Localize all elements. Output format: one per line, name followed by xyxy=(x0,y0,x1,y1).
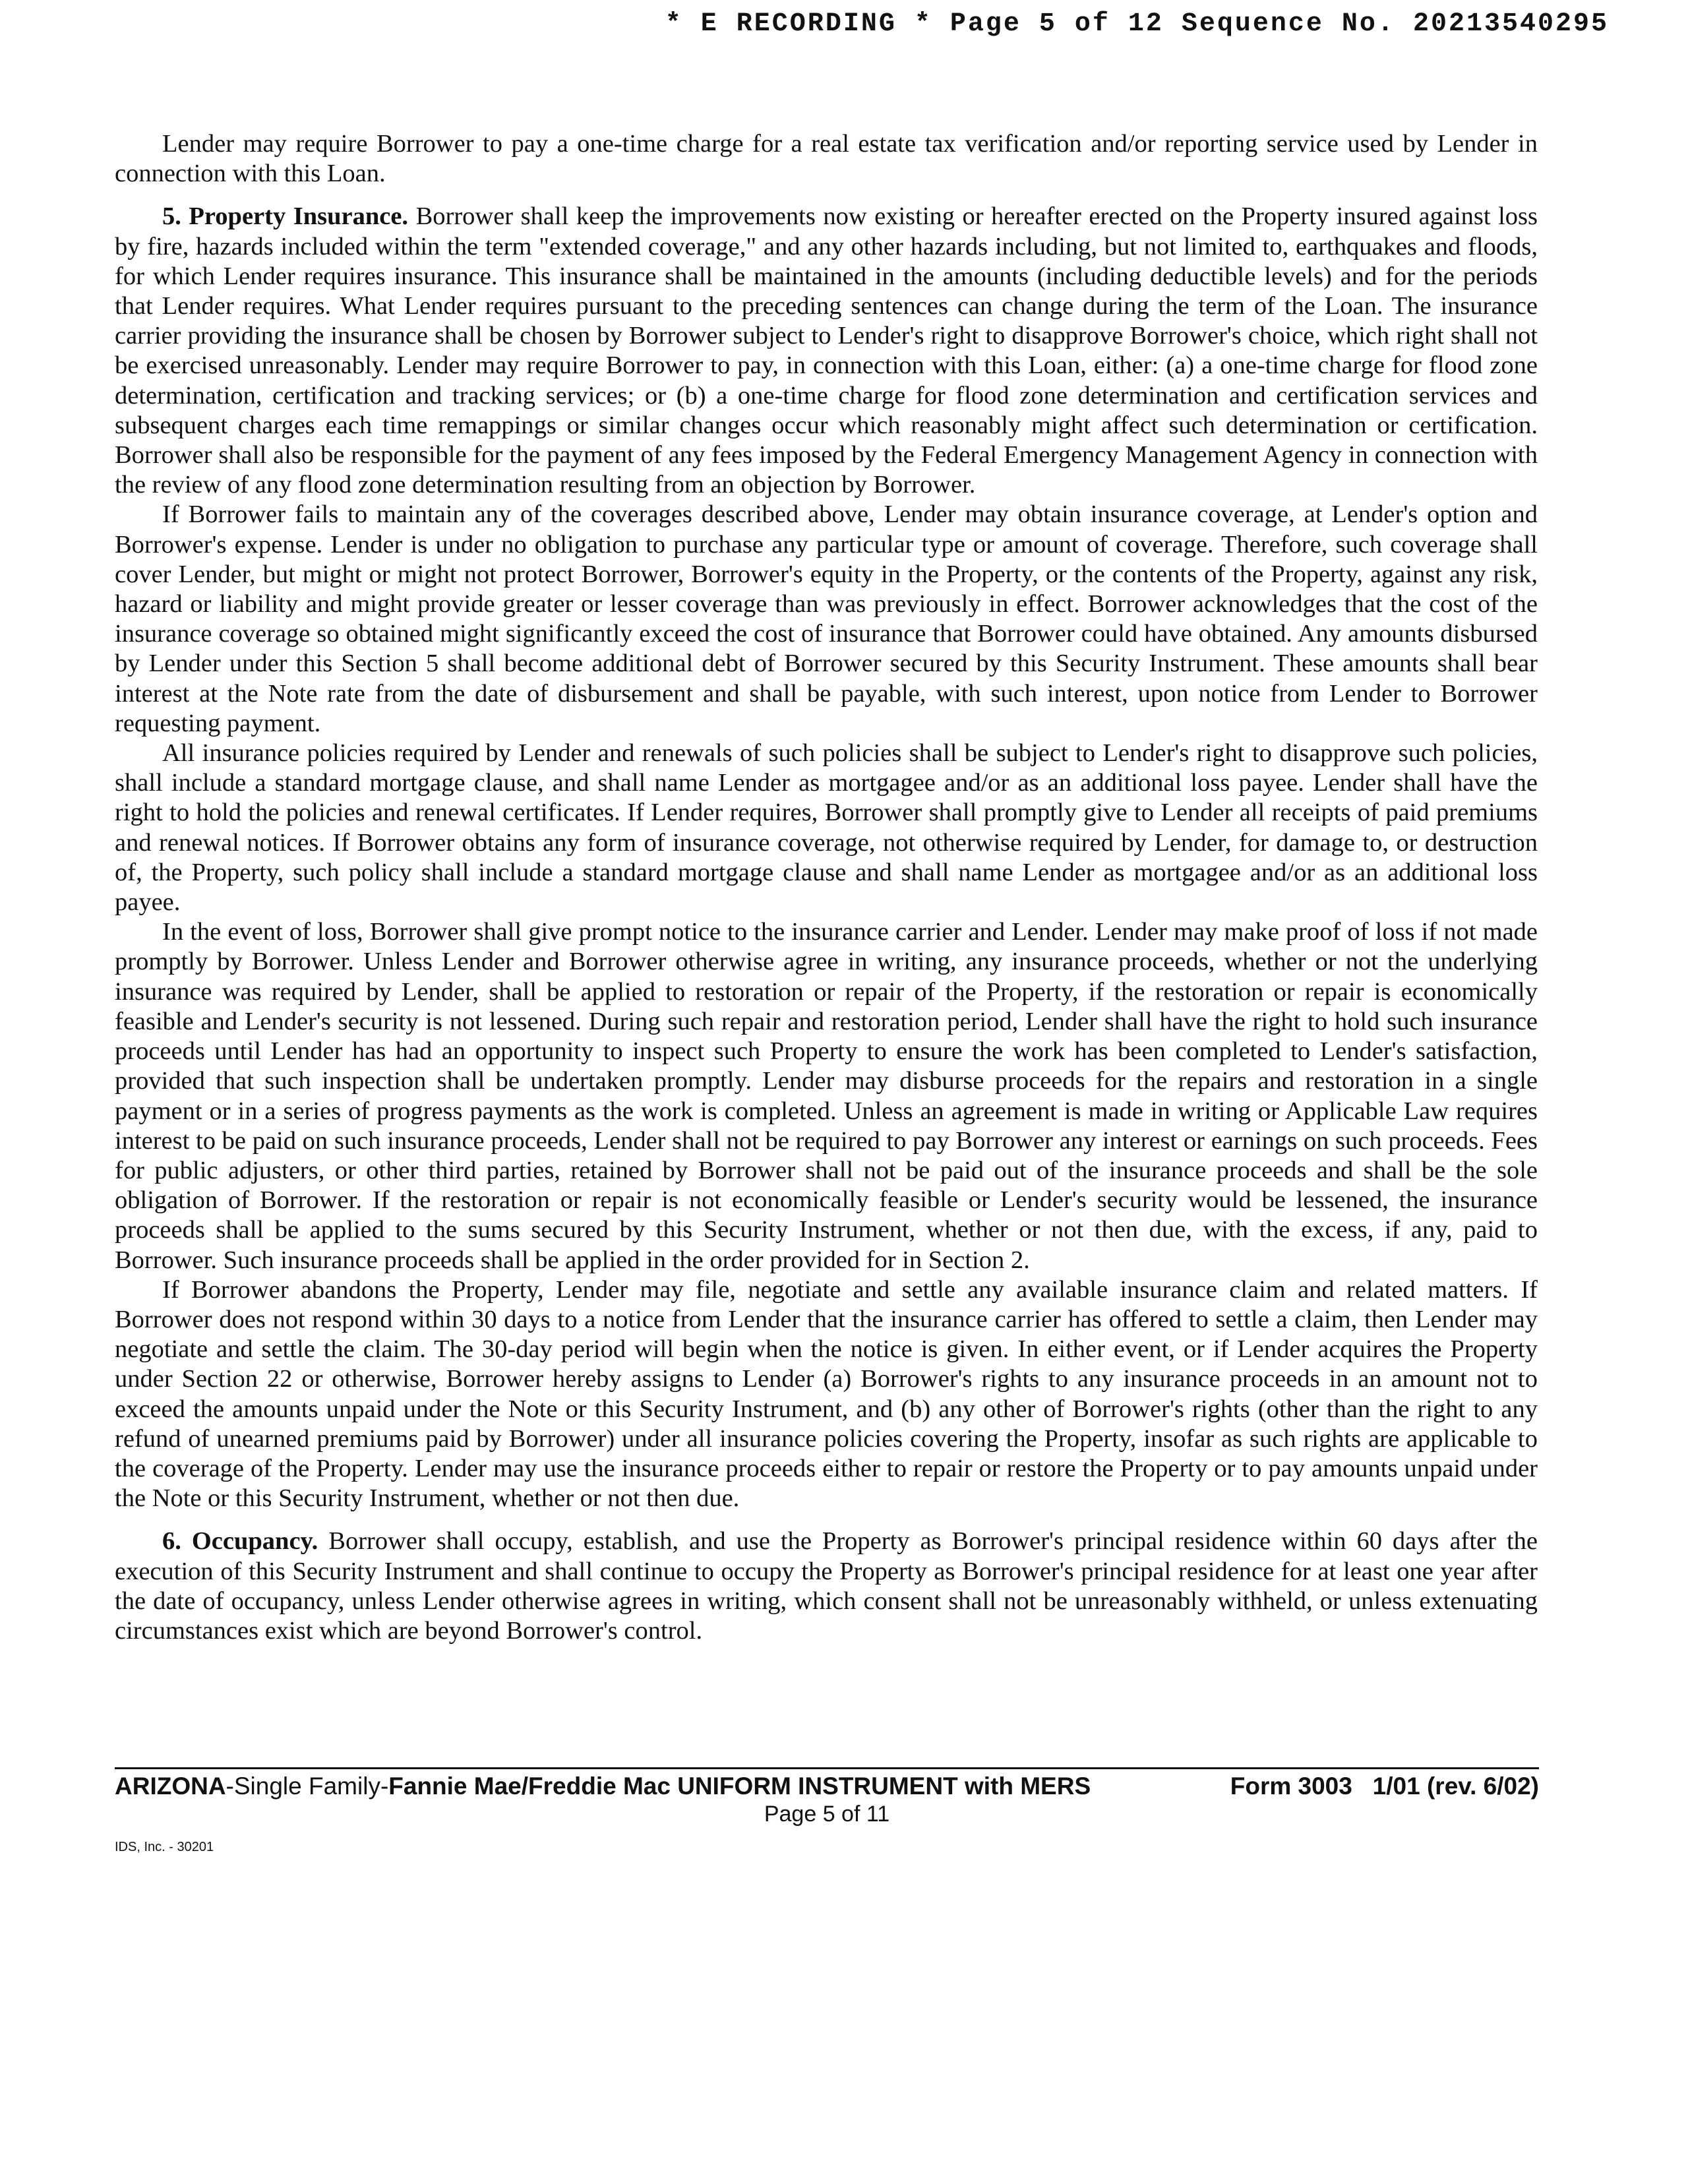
footer-form-line xyxy=(115,1773,1539,1800)
footer-type: -Single Family- xyxy=(226,1773,389,1800)
section-5-heading: 5. Property Insurance. xyxy=(162,202,409,231)
footer-divider xyxy=(115,1767,1539,1769)
section-6-text-1: Borrower shall occupy, establish, and use the Property as Borrower's principal residence within 60 days after the execution of this Security Instrument and shall continue to occupy the Property as Borrower's principal residence for at least one year after the date of occupancy, unless Lender otherwise agrees in writing, which consent shall not be unreasonably withheld, or unless extenuating circumstances exist which are beyond Borrower's control. xyxy=(115,1527,1538,1645)
section-5-text-1: Borrower shall keep the improvements now existing or hereafter erected on the Property insured against loss by fire, hazards included within the term "extended coverage," and any other hazards including, but not limited to, earthquakes and floods, for which Lender requires insurance. This insurance shall be maintained in the amounts (including deductible levels) and for the periods that Lender requires. What Lender requires pursuant to the preceding sentences can change during the term of the Loan. The insurance carrier providing the insurance shall be chosen by Borrower subject to Lender's right to disapprove Borrower's choice, which right shall not be exercised unreasonably. Lender may require Borrower to pay, in connection with this Loan, either: (a) a one-time charge for flood zone determination, certification and tracking services; or (b) a one-time charge for flood zone determination and certification services and subsequent charges each time remappings or similar changes occur which reasonably might affect such determination or certification. Borrower shall also be responsible for the payment of any fees imposed by the Federal Emergency Management Agency in connection with the review of any flood zone determination resulting from an objection by Borrower. xyxy=(115,202,1538,499)
footer-state: ARIZONA xyxy=(115,1773,226,1800)
footer-page-number: Page 5 of 11 xyxy=(764,1802,890,1827)
recording-header: * E RECORDING * Page 5 of 12 Sequence No. 20213540295 xyxy=(665,9,1609,39)
footer-form-number: Form 3003 1/01 (rev. 6/02) xyxy=(1230,1773,1539,1800)
section-6-paragraph-1 xyxy=(115,1527,1538,1646)
section-5-paragraph-4: In the event of loss, Borrower shall give prompt notice to the insurance carrier and Lender. Lender may make proof of loss if not made promptly by Borrower. Unless Lender and Borrower otherwise agree in writing, any insurance proceeds, whether or not the underlying insurance was required by Lender, shall be applied to restoration or repair of the Property, if the restoration or repair is economically feasible and Lender's security is not lessened. During such repair and restoration period, Lender shall have the right to hold such insurance proceeds until Lender has had an opportunity to inspect such Property to ensure the work has been completed to Lender's satisfaction, provided that such inspection shall be undertaken promptly. Lender may disburse proceeds for the repairs and restoration in a single payment or in a series of progress payments as the work is completed. Unless an agreement is made in writing or Applicable Law requires interest to be paid on such insurance proceeds, Lender shall not be required to pay Borrower any interest or earnings on such proceeds. Fees for public adjusters, or other third parties, retained by Borrower shall not be paid out of the insurance proceeds and shall be the sole obligation of Borrower. If the restoration or repair is not economically feasible or Lender's security would be lessened, the insurance proceeds shall be applied to the sums secured by this Security Instrument, whether or not then due, with the excess, if any, paid to Borrower. Such insurance proceeds shall be applied in the order provided for in Section 2. xyxy=(115,918,1538,1274)
section-5-paragraph-2: If Borrower fails to maintain any of the coverages described above, Lender may obtain insurance coverage, at Lender's option and Borrower's expense. Lender is under no obligation to purchase any particular type or amount of coverage. Therefore, such coverage shall cover Lender, but might or might not protect Borrower, Borrower's equity in the Property, or the contents of the Property, against any risk, hazard or liability and might provide greater or lesser coverage than was previously in effect. Borrower acknowledges that the cost of the insurance coverage so obtained might significantly exceed the cost of insurance that Borrower could have obtained. Any amounts disbursed by Lender under this Section 5 shall become additional debt of Borrower secured by this Security Instrument. These amounts shall bear interest at the Note rate from the date of disbursement and shall be payable, with such interest, upon notice from Lender to Borrower requesting payment. xyxy=(115,501,1538,737)
section-5-paragraph-5: If Borrower abandons the Property, Lender may file, negotiate and settle any available insurance claim and related matters. If Borrower does not respond within 30 days to a notice from Lender that the insurance carrier has offered to settle a claim, then Lender may negotiate and settle the claim. The 30-day period will begin when the notice is given. In either event, or if Lender acquires the Property under Section 22 or otherwise, Borrower hereby assigns to Lender (a) Borrower's rights to any insurance proceeds in an amount not to exceed the amounts unpaid under the Note or this Security Instrument, and (b) any other of Borrower's rights (other than the right to any refund of unearned premiums paid by Borrower) under all insurance policies covering the Property, insofar as such rights are applicable to the coverage of the Property. Lender may use the insurance proceeds either to repair or restore the Property or to pay amounts unpaid under the Note or this Security Instrument, whether or not then due. xyxy=(115,1275,1538,1513)
footer-ids-code: IDS, Inc. - 30201 xyxy=(115,1840,214,1854)
footer-instrument-title xyxy=(115,1773,1091,1800)
section-6-heading: 6. Occupancy. xyxy=(162,1527,318,1556)
paragraph-intro: Lender may require Borrower to pay a one-time charge for a real estate tax verification and/or reporting service used by Lender in connection with this Loan. xyxy=(115,130,1538,188)
document-body xyxy=(115,129,1538,1646)
section-5-paragraph-1 xyxy=(115,202,1538,500)
footer-instrument: Fannie Mae/Freddie Mac UNIFORM INSTRUMENT with MERS xyxy=(388,1773,1091,1800)
section-5-paragraph-3: All insurance policies required by Lender and renewals of such policies shall be subject to Lender's right to disapprove such policies, shall include a standard mortgage clause, and shall name Lender as mortgagee and/or as an additional loss payee. Lender shall have the right to hold the policies and renewal certificates. If Lender requires, Borrower shall promptly give to Lender all receipts of paid premiums and renewal notices. If Borrower obtains any form of insurance coverage, not otherwise required by Lender, for damage to, or destruction of, the Property, such policy shall include a standard mortgage clause and shall name Lender as mortgagee and/or as an additional loss payee. xyxy=(115,739,1538,917)
